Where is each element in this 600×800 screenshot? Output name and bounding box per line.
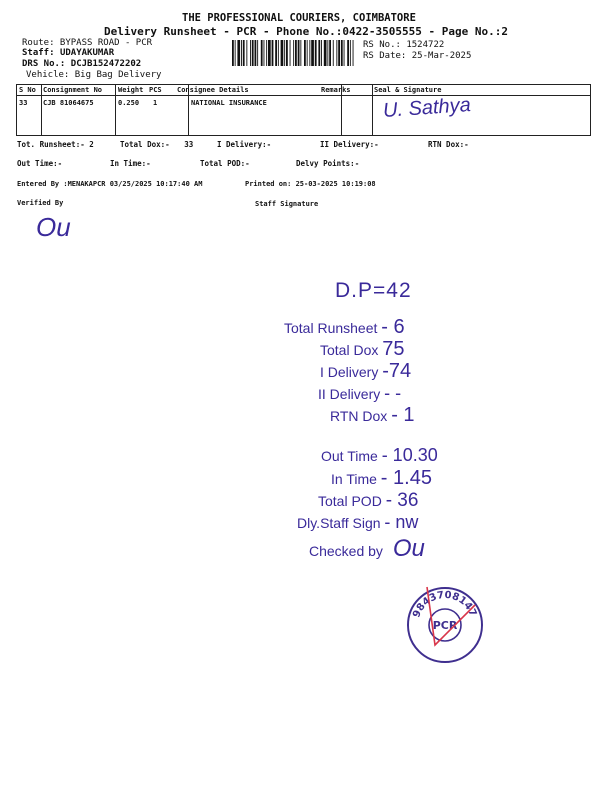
header-weight: Weight (118, 86, 144, 94)
hw-value: - 1.45 (380, 467, 432, 489)
barcode-bar (252, 40, 254, 66)
hw-value: - 6 (381, 316, 405, 338)
hw-value: - - (384, 383, 402, 403)
barcode-bar (304, 40, 306, 66)
hw-value: 75 (382, 338, 405, 360)
hw-label: Checked by (309, 543, 383, 559)
header-remarks: Remarks (321, 86, 351, 94)
barcode-bar (272, 40, 274, 66)
staff-signature-label: Staff Signature (255, 200, 319, 208)
barcode (232, 40, 356, 66)
barcode-bar (250, 40, 251, 66)
barcode-bar (264, 40, 265, 66)
barcode-bar (257, 40, 258, 66)
barcode-bar (255, 40, 257, 66)
staff-value: UDAYAKUMAR (59, 48, 115, 58)
hw-out-time (321, 445, 438, 466)
printed-on: Printed on: 25-03-2025 10:19:08 (245, 180, 376, 188)
barcode-bar (232, 40, 234, 66)
barcode-bar (241, 40, 242, 66)
barcode-bar (315, 40, 317, 66)
tot-i-delivery: I Delivery:- (217, 140, 272, 149)
barcode-bar (350, 40, 351, 66)
header-sno: S No (19, 86, 36, 94)
drs-label: DRS No.: (22, 59, 66, 69)
tot-pod: Total POD:- (200, 159, 250, 168)
barcode-bar (237, 40, 240, 66)
dp-note: D.P=42 (335, 279, 412, 302)
barcode-bar (298, 40, 300, 66)
stamp-ring-text: 9843708147 (411, 589, 479, 620)
barcode-bar (293, 40, 294, 66)
barcode-bar (235, 40, 236, 66)
hw-label: In Time (331, 471, 377, 487)
pcr-stamp (405, 585, 485, 665)
hw-total-runsheet (284, 316, 405, 339)
drs-row (22, 59, 141, 69)
row-signature: U. Sathya (382, 93, 472, 123)
entered-by: Entered By :MENAKAPCR 03/25/2025 10:17:40 AM (17, 180, 203, 188)
header-consignment: Consignment No (43, 86, 103, 94)
vehicle-text: Vehicle: Big Bag Delivery (26, 70, 162, 80)
hw-checked-by (309, 535, 425, 563)
tot-dox-label: Total Dox:- (120, 140, 170, 149)
barcode-bar (286, 40, 288, 66)
barcode-bar (311, 40, 314, 66)
company-title: THE PROFESSIONAL COURIERS, COIMBATORE (182, 12, 416, 24)
header-pcs: PCS (149, 86, 162, 94)
hw-label: Total Dox (320, 342, 379, 358)
svg-text:9843708147 (411, 590, 478, 619)
barcode-bar (300, 40, 301, 66)
barcode-bar (321, 40, 322, 66)
tot-in-time: In Time:- (110, 159, 151, 168)
barcode-bar (284, 40, 285, 66)
hw-label: RTN Dox (330, 408, 388, 424)
hw-value: Ou (392, 535, 425, 562)
row-pcs: 1 (153, 99, 158, 107)
route-text: Route: BYPASS ROAD - PCR (22, 38, 153, 48)
tot-runsheet: Tot. Runsheet:- 2 (17, 140, 94, 149)
consignment-table (16, 84, 591, 136)
barcode-bar (281, 40, 284, 66)
barcode-bar (243, 40, 245, 66)
runsheet-subtitle: Delivery Runsheet - PCR - Phone No.:0422-3505555 - Page No.:2 (104, 25, 508, 38)
hw-value: - 36 (385, 490, 419, 511)
verified-signature: Ou (36, 212, 71, 242)
barcode-bar (266, 40, 267, 66)
hw-in-time (331, 467, 432, 490)
barcode-bar (329, 40, 331, 66)
hw-label: I Delivery (320, 364, 379, 380)
tot-out-time: Out Time:- (17, 159, 63, 168)
hw-rtn-dox (330, 404, 415, 427)
hw-ii-delivery (318, 383, 401, 404)
hw-value: - 1 (391, 404, 415, 426)
hw-label: Dly.Staff Sign (297, 515, 381, 531)
barcode-bar (268, 40, 271, 66)
barcode-bar (327, 40, 328, 66)
barcode-bar (309, 40, 310, 66)
barcode-bar (318, 40, 320, 66)
staff-label: Staff: (22, 48, 55, 58)
tot-ii-delivery: II Delivery:- (320, 140, 379, 149)
hw-label: II Delivery (318, 386, 381, 402)
hw-label: Total POD (318, 493, 382, 509)
barcode-bar (261, 40, 263, 66)
hw-label: Total Runsheet (284, 320, 378, 336)
hw-value: - nw (384, 512, 419, 532)
rs-date: RS Date: 25-Mar-2025 (363, 51, 472, 61)
barcode-bar (307, 40, 308, 66)
tot-delvy-points: Delvy Points:- (296, 159, 360, 168)
row-sno: 33 (19, 99, 28, 107)
barcode-bar (344, 40, 345, 66)
drs-value: DCJB152472202 (70, 59, 142, 69)
hw-staff-sign (297, 512, 418, 533)
barcode-bar (341, 40, 343, 66)
verified-by-label: Verified By (17, 199, 64, 207)
barcode-bar (338, 40, 340, 66)
barcode-bar (275, 40, 277, 66)
barcode-bar (290, 40, 291, 66)
barcode-bar (295, 40, 297, 66)
tot-rtn-dox: RTN Dox:- (428, 140, 469, 149)
rs-no: RS No.: 1524722 (363, 40, 445, 50)
barcode-bar (347, 40, 349, 66)
stamp-center-text: PCR (432, 619, 458, 632)
hw-value: - 10.30 (381, 445, 438, 465)
row-consignment: CJB 81064675 (43, 99, 94, 107)
header-consignee: Consignee Details (177, 86, 249, 94)
barcode-bar (324, 40, 327, 66)
staff-row (22, 48, 114, 58)
header-seal-signature: Seal & Signature (374, 86, 442, 94)
barcode-bar (278, 40, 279, 66)
hw-i-delivery (320, 360, 411, 383)
barcode-bar (336, 40, 337, 66)
barcode-bar (246, 40, 247, 66)
row-consignee: NATIONAL INSURANCE (191, 99, 267, 107)
barcode-bar (333, 40, 334, 66)
hw-value: -74 (382, 360, 412, 382)
hw-total-dox (320, 338, 405, 361)
tot-dox-row (120, 140, 193, 149)
barcode-bar (353, 40, 354, 66)
hw-total-pod (318, 490, 418, 512)
row-weight: 0.250 (118, 99, 140, 107)
tot-dox-value: 33 (184, 140, 194, 149)
hw-label: Out Time (321, 448, 378, 464)
